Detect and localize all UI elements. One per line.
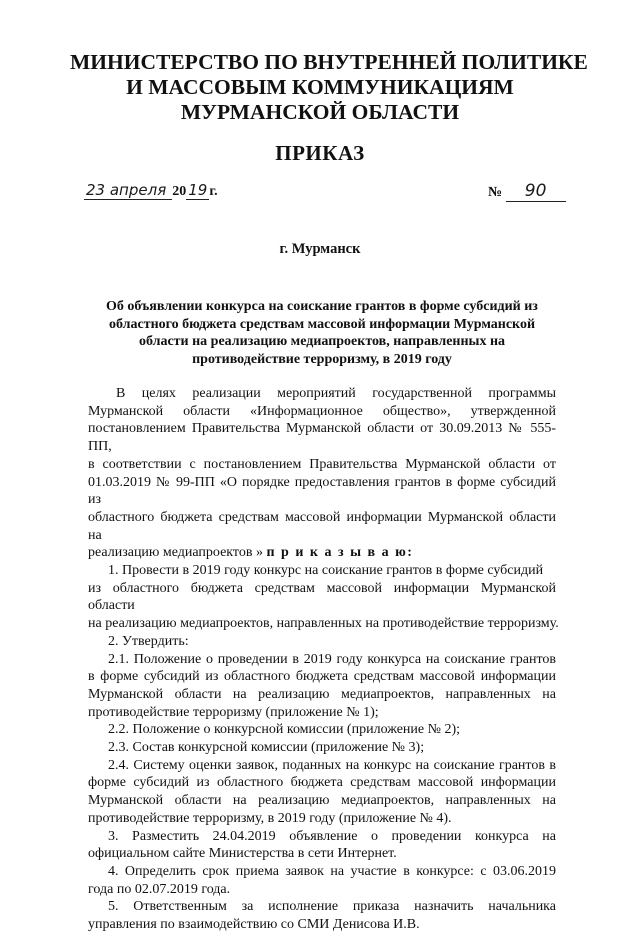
item-4 [88, 863, 556, 898]
number-sign: № [488, 185, 503, 200]
item-2-4-line-1: 2.4. Систему оценки заявок, поданных на конкурс на соискание грантов в [108, 757, 556, 773]
item-2-3: 2.3. Состав конкурсной комиссии (приложение № 3); [108, 740, 425, 756]
date-day-month: 23 апреля [84, 181, 172, 200]
order-date [84, 181, 218, 200]
item-5 [88, 898, 556, 933]
item-2-1-line-2: в форме субсидий из областного бюджета средствам массовой информации [88, 669, 556, 685]
item-1-line-3: на реализацию медиапроектов, направленных на противодействие терроризму. [88, 616, 559, 632]
item-5-line-2: управления по взаимодействию со СМИ Денисова И.В. [88, 917, 420, 933]
ministry-line-3: МУРМАНСКОЙ ОБЛАСТИ [180, 100, 460, 124]
item-3-line-1: 3. Разместить 24.04.2019 объявление о проведении конкурса на [108, 828, 556, 844]
item-3-line-2: официальном сайте Министерства в сети Интернет. [88, 846, 397, 862]
ministry-line-2: И МАССОВЫМ КОММУНИКАЦИЯМ [126, 75, 514, 99]
item-3 [88, 828, 556, 863]
item-2-1 [88, 651, 556, 722]
ministry-line-1: МИНИСТЕРСТВО ПО ВНУТРЕННЕЙ ПОЛИТИКЕ [70, 50, 588, 74]
ministry-header [70, 50, 588, 125]
subject-line-3: области на реализацию медиапроектов, направленных на [138, 334, 506, 349]
date-year-suffix: 19 [188, 181, 208, 199]
number-value: 90 [506, 181, 566, 202]
preamble-line-1: В целях реализации мероприятий государственной программы [116, 386, 556, 401]
subject-line-2: областного бюджета средствам массовой информации Мурманской [108, 316, 536, 332]
item-2-1-line-1: 2.1. Положение о проведении в 2019 году конкурса на соискание грантов [108, 651, 556, 667]
item-2-4-line-2: форме субсидий из областного бюджета средствам массовой информации [88, 775, 556, 791]
preamble-line-2: Мурманской области «Информационное общество», утвержденной [88, 403, 556, 419]
order-number [488, 181, 566, 202]
preamble-line-6: областного бюджета средствам массовой информации Мурманской области на [88, 509, 556, 543]
preamble-line-5: 01.03.2019 № 99-ПП «О порядке предоставления грантов в форме субсидий из [88, 474, 556, 508]
preamble-line-7 [88, 544, 556, 562]
decree-word: п р и к а з ы в а ю: [266, 545, 414, 561]
item-5-line-1: 5. Ответственным за исполнение приказа назначить начальника [108, 899, 556, 915]
item-2-2: 2.2. Положение о конкурсной комиссии (приложение № 2); [108, 722, 461, 738]
item-4-line-1: 4. Определить срок приема заявок на участие в конкурсе: с 03.06.2019 [108, 863, 556, 879]
order-subject [88, 298, 556, 368]
document-type: ПРИКАЗ [275, 141, 365, 165]
item-1-line-2: из областного бюджета средствам массовой информации Мурманской области [88, 580, 556, 614]
preamble-line-3: постановлением Правительства Мурманской области от 30.09.2013 № 555-ПП, [88, 421, 556, 455]
preamble-line-7-text: реализацию медиапроектов » [88, 545, 267, 561]
subject-line-1: Об объявлении конкурса на соискание грантов в форме субсидий из [106, 299, 538, 314]
city: г. Мурманск [279, 241, 361, 257]
item-2: 2. Утвердить: [108, 633, 189, 649]
item-1 [88, 562, 559, 633]
item-2-1-line-3: Мурманской области на реализацию медиапроектов, направленных на [88, 686, 556, 702]
subject-line-4: противодействие терроризму, в 2019 году [192, 351, 452, 367]
item-4-line-2: года по 02.07.2019 года. [88, 881, 231, 897]
item-2-4-line-3: Мурманской области на реализацию медиапроектов, направленных на [88, 793, 556, 809]
date-century: 20 [172, 184, 187, 199]
item-2-1-line-4: противодействие терроризму (приложение № 1); [88, 704, 379, 720]
preamble-line-4: в соответствии с постановлением Правительства Мурманской области от [88, 456, 556, 472]
item-1-line-1: 1. Провести в 2019 году конкурс на соискание грантов в форме субсидий [108, 563, 544, 579]
date-year-abbr: г. [209, 184, 218, 199]
preamble-paragraph [88, 385, 556, 562]
item-2-4 [88, 757, 556, 828]
item-2-4-line-4: противодействие терроризму, в 2019 году (приложение № 4). [88, 810, 452, 826]
order-body [88, 385, 559, 934]
